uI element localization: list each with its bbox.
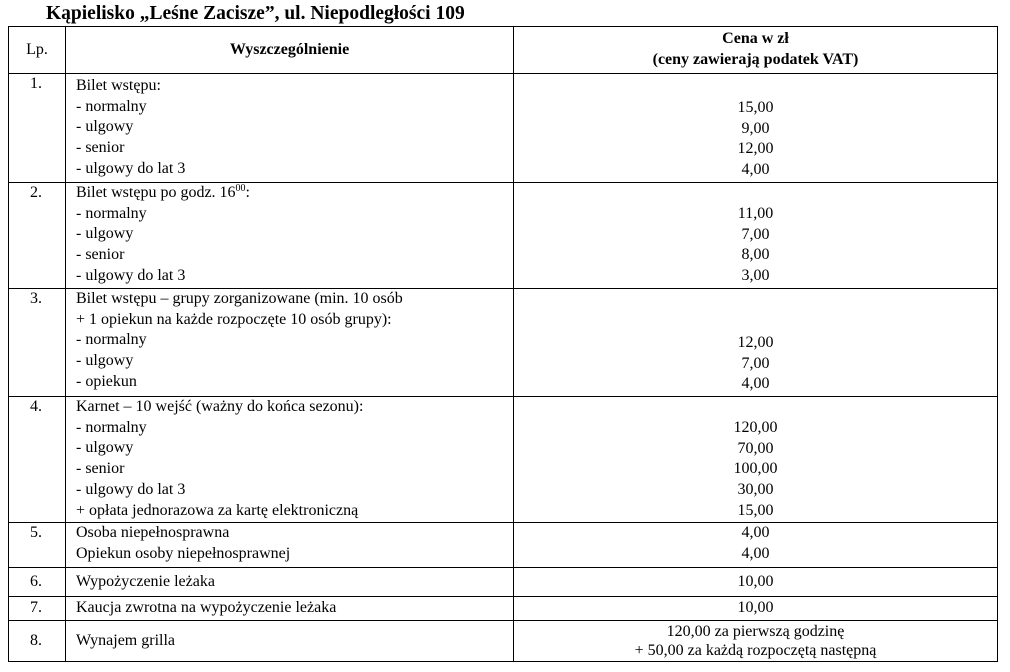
header-price xyxy=(514,27,998,74)
price-table xyxy=(8,26,998,662)
row-description: Osoba niepełnosprawna Opiekun osoby niepełnosprawnej xyxy=(66,523,514,568)
header-description: Wyszczególnienie xyxy=(66,27,514,74)
header-price-line2: (ceny zawierają podatek VAT) xyxy=(652,51,859,68)
row-number: 3. xyxy=(9,289,66,397)
row-price: 4,00 4,00 xyxy=(514,523,998,568)
row-number: 5. xyxy=(9,523,66,568)
row-description: Wypożyczenie leżaka xyxy=(66,568,514,597)
table-row xyxy=(9,523,998,568)
row-number: 1. xyxy=(9,74,66,183)
header-lp: Lp. xyxy=(9,27,66,74)
table-row xyxy=(9,289,998,397)
table-row xyxy=(9,74,998,183)
row-description: Bilet wstępu: - normalny - ulgowy - senior - ulgowy do lat 3 xyxy=(66,74,514,183)
row-number: 6. xyxy=(9,568,66,597)
page-title: Kąpielisko „Leśne Zacisze”, ul. Niepodległości 109 xyxy=(46,3,465,24)
table-row xyxy=(9,568,998,597)
row-description: Karnet – 10 wejść (ważny do końca sezonu): - normalny - ulgowy - senior - ulgowy do lat 3 + opłata jednorazowa za kartę elektroniczną xyxy=(66,397,514,523)
header-price-line1: Cena w zł xyxy=(722,30,789,48)
row-price: 15,00 9,00 12,00 4,00 xyxy=(514,74,998,183)
row-number: 8. xyxy=(9,621,66,662)
row-price: 11,00 7,00 8,00 3,00 xyxy=(514,183,998,289)
table-row xyxy=(9,621,998,662)
row-number: 4. xyxy=(9,397,66,523)
row-description: Bilet wstępu – grupy zorganizowane (min. 10 osób + 1 opiekun na każde rozpoczęte 10 osób grupy): - normalny - ulgowy - opiekun xyxy=(66,289,514,397)
table-header-row xyxy=(9,27,998,74)
row-price: 120,00 za pierwszą godzinę + 50,00 za każdą rozpoczętą następną xyxy=(514,621,998,662)
table-row xyxy=(9,597,998,621)
row-description: Bilet wstępu po godz. $16^{00}$: - normalny - ulgowy - senior - ulgowy do lat 3 xyxy=(66,183,514,289)
row-price: 120,00 70,00 100,00 30,00 15,00 xyxy=(514,397,998,523)
row-number: 2. xyxy=(9,183,66,289)
row-price: 10,00 xyxy=(514,597,998,621)
row-description: Wynajem grilla xyxy=(66,621,514,662)
row-price: 12,00 7,00 4,00 xyxy=(514,289,998,397)
row-number: 7. xyxy=(9,597,66,621)
table-row xyxy=(9,397,998,523)
row-price: 10,00 xyxy=(514,568,998,597)
table-row xyxy=(9,183,998,289)
row-description: Kaucja zwrotna na wypożyczenie leżaka xyxy=(66,597,514,621)
